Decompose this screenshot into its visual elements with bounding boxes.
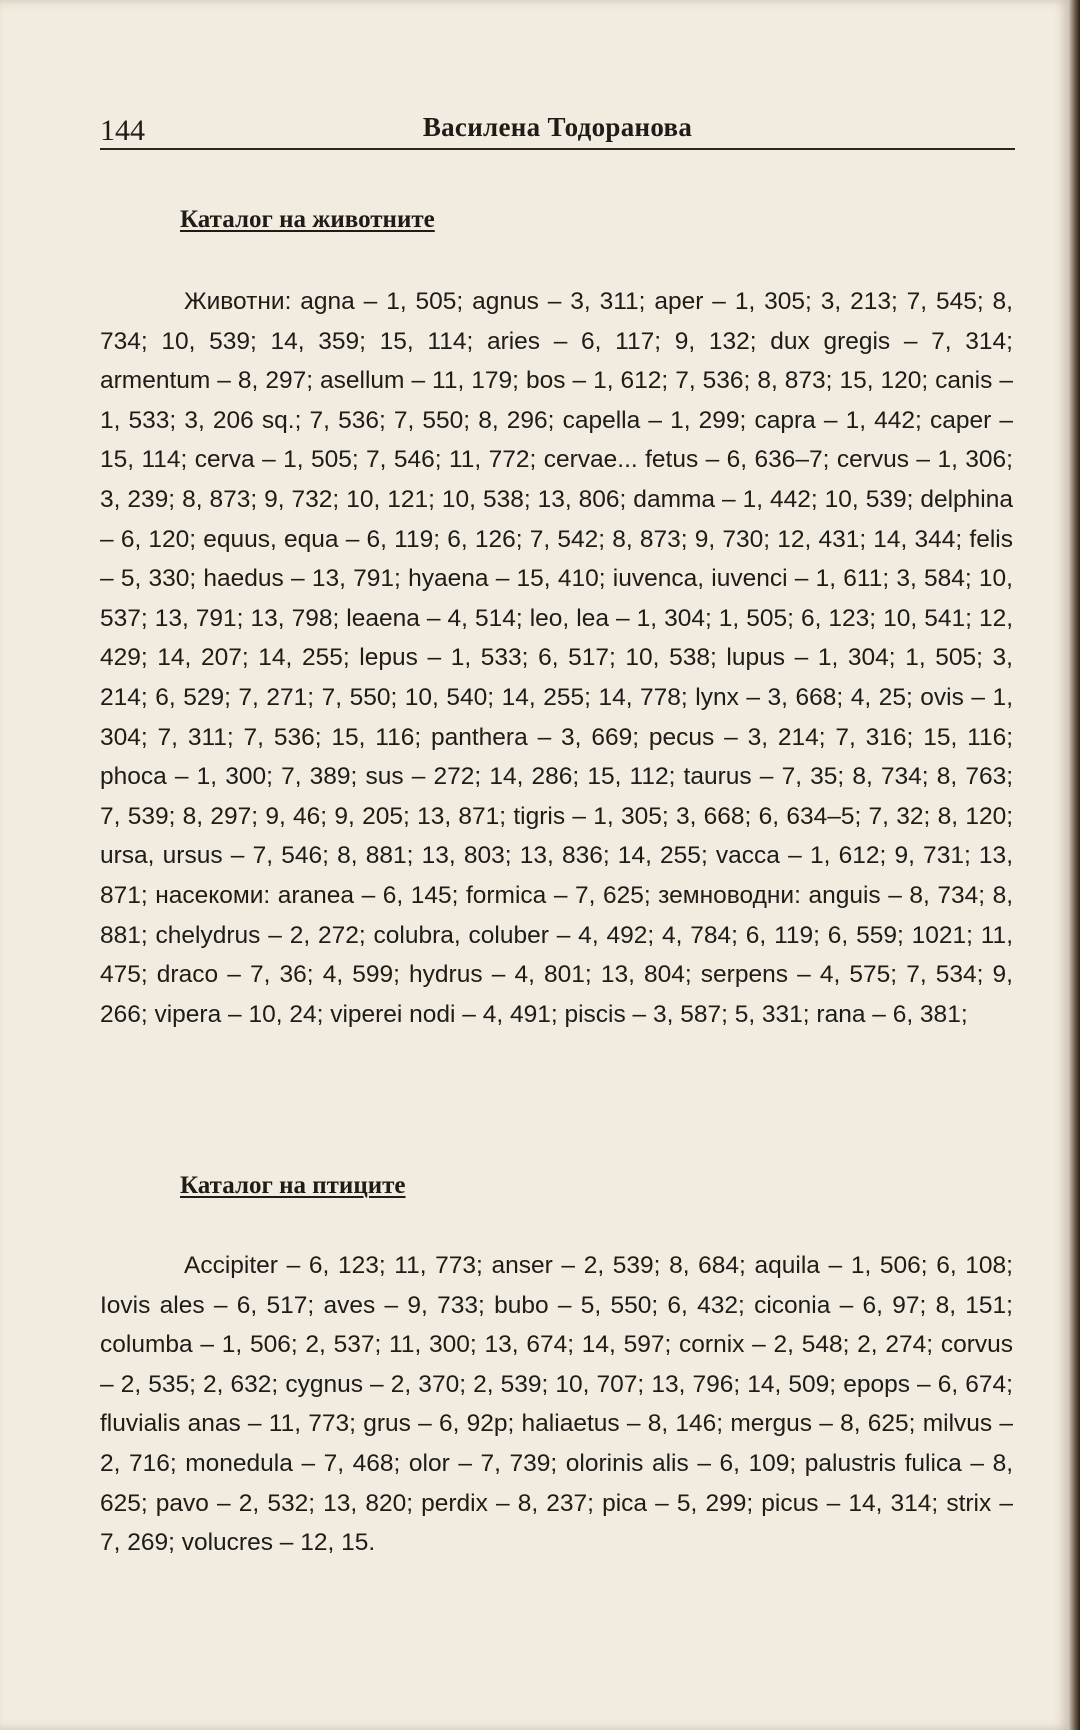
page-number: 144 bbox=[100, 114, 149, 148]
animals-catalog-text: Животни: agna – 1, 505; agnus – 3, 311; aper – 1, 305; 3, 213; 7, 545; 8, 734; 10, 539; 14, 359; 15, 114; aries – 6, 117; 9, 132; dux gregis – 7, 314; armentum – 8, 297; asellum – 11, 179; bos – 1, 612; 7, 536; 8, 873; 15, 120; canis – 1, 533; 3, 206 sq.; 7, 536; 7, 550; 8, 296; capella – 1, 299; capra – 1, 442; caper – 15, 114; cerva – 1, 505; 7, 546; 11, 772; cervae... fetus – 6, 636–7; cervus – 1, 306; 3, 239; 8, 873; 9, 732; 10, 121; 10, 538; 13, 806; damma – 1, 442; 10, 539; delphina – 6, 120; equus, equa – 6, 119; 6, 126; 7, 542; 8, 873; 9, 730; 12, 431; 14, 344; felis – 5, 330; haedus – 13, 791; hyaena – 15, 410; iuvenca, iuvenci – 1, 611; 3, 584; 10, 537; 13, 791; 13, 798; leaena – 4, 514; leo, lea – 1, 304; 1, 505; 6, 123; 10, 541; 12, 429; 14, 207; 14, 255; lepus – 1, 533; 6, 517; 10, 538; lupus – 1, 304; 1, 505; 3, 214; 6, 529; 7, 271; 7, 550; 10, 540; 14, 255; 14, 778; lynx – 3, 668; 4, 25; ovis – 1, 304; 7, 311; 7, 536; 15, 116; panthera – 3, 669; pecus – 3, 214; 7, 316; 15, 116; phoca – 1, 300; 7, 389; sus – 272; 14, 286; 15, 112; taurus – 7, 35; 8, 734; 8, 763; 7, 539; 8, 297; 9, 46; 9, 205; 13, 871; tigris – 1, 305; 3, 668; 6, 634–5; 7, 32; 8, 120; ursa, ursus – 7, 546; 8, 881; 13, 803; 13, 836; 14, 255; vacca – 1, 612; 9, 731; 13, 871; насекоми: aranea – 6, 145; formica – 7, 625; земноводни: anguis – 8, 734; 8, 881; chelydrus – 2, 272; colubra, coluber – 4, 492; 4, 784; 6, 119; 6, 559; 1021; 11, 475; draco – 7, 36; 4, 599; hydrus – 4, 801; 13, 804; serpens – 4, 575; 7, 534; 9, 266; vipera – 10, 24; viperei nodi – 4, 491; piscis – 3, 587; 5, 331; rana – 6, 381; bbox=[100, 288, 1013, 1028]
page-header bbox=[100, 108, 1015, 150]
page-edge bbox=[1068, 0, 1080, 1730]
section-heading-animals: Каталог на животните bbox=[180, 206, 435, 233]
running-title: Василена Тодоранова bbox=[422, 112, 693, 142]
birds-catalog-text: Accipiter – 6, 123; 11, 773; anser – 2, 539; 8, 684; aquila – 1, 506; 6, 108; Iovis ales – 6, 517; aves – 9, 733; bubo – 5, 550; 6, 432; ciconia – 6, 97; 8, 151; columba – 1, 506; 2, 537; 11, 300; 13, 674; 14, 597; cornix – 2, 548; 2, 274; corvus – 2, 535; 2, 632; cygnus – 2, 370; 2, 539; 10, 707; 13, 796; 14, 509; epops – 6, 674; fluvialis anas – 11, 773; grus – 6, 92p; haliaetus – 8, 146; mergus – 8, 625; milvus – 2, 716; monedula – 7, 468; olor – 7, 739; olorinis alis – 6, 109; palustris fulica – 8, 625; pavo – 2, 532; 13, 820; perdix – 8, 237; pica – 5, 299; picus – 14, 314; strix – 7, 269; volucres – 12, 15. bbox=[100, 1252, 1013, 1557]
section-heading-birds: Каталог на птиците bbox=[180, 1172, 406, 1199]
